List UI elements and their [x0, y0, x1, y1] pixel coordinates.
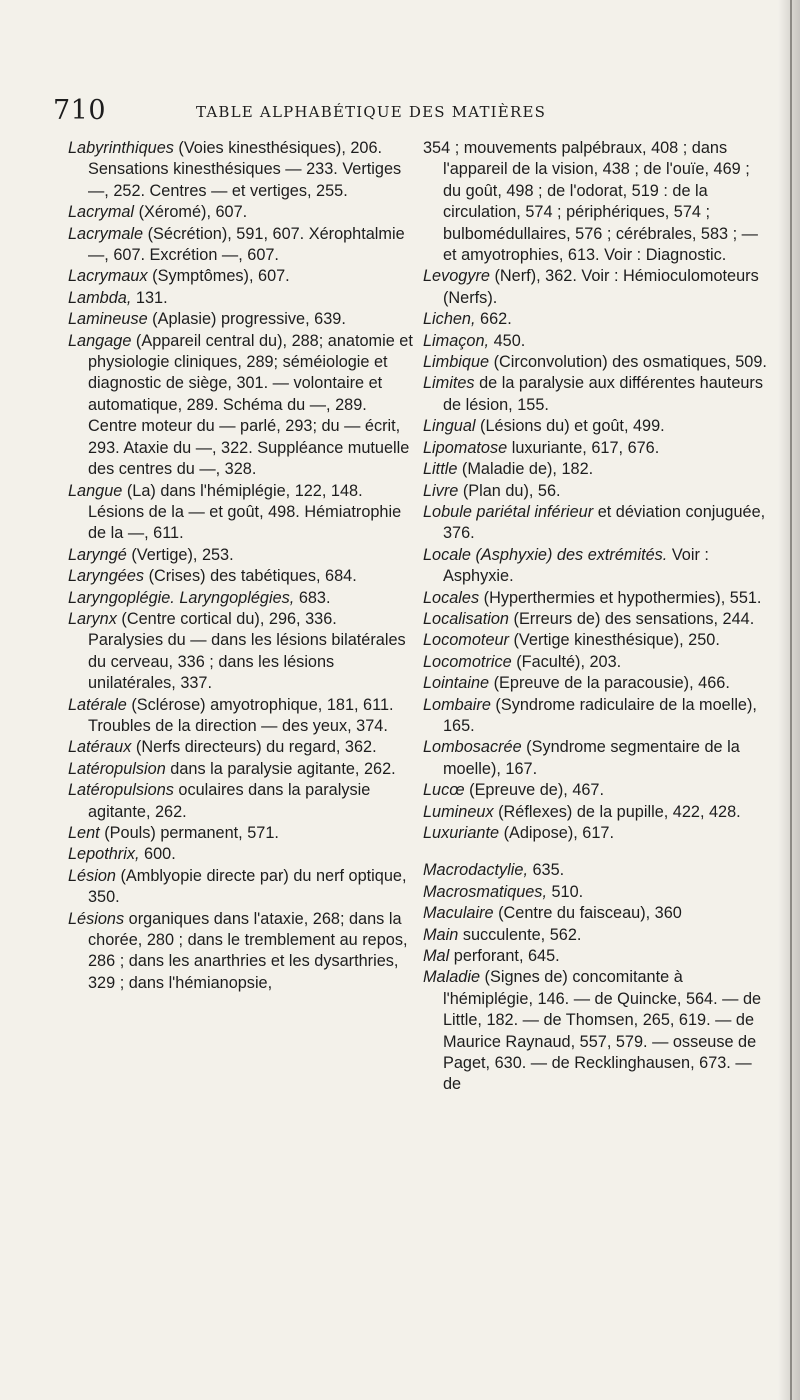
index-entry [423, 652, 768, 673]
index-term: Latérale [68, 695, 127, 714]
index-references: (Voies kinesthésiques), 206. Sensations kinesthésiques — 233. Vertiges —, 252. Centres — et vertiges, 255. [88, 139, 402, 200]
index-references: (Signes de) concomitante à l'hémiplégie, 146. — de Quincke, 564. — de Little, 182. — de Thomsen, 265, 619. — de Maurice Raynaud, 557, 579. — osseuse de Paget, 630. — de Recklinghausen, 673. — de [443, 968, 762, 1094]
index-entry [423, 780, 768, 801]
index-entry [423, 309, 768, 330]
index-term: Latéropulsion [68, 759, 166, 778]
index-entry [423, 266, 768, 309]
index-entry [423, 967, 768, 1095]
index-term: Langage [68, 331, 132, 350]
index-references: (Réflexes) de la pupille, 422, 428. [493, 802, 741, 821]
index-term: Lésion [68, 866, 116, 885]
index-entry [423, 673, 768, 694]
index-references: (Appareil central du), 288; anatomie et physiologie cliniques, 289; séméiologie et diagnostic de siège, 301. — volontaire et automatique, 289. Schéma du —, 289. Centre moteur du — parlé, 293; du — écrit, 293. Ataxie du —, 322. Suppléance mutuelle des centres du —, 328. [88, 331, 413, 479]
index-references: 354 ; mouvements palpébraux, 408 ; dans l'appareil de la vision, 438 ; de l'ouïe, 469 ; du goût, 498 ; de l'odorat, 519 : de la circulation, 574 ; périphériques, 574 ; bulbomédullaires, 576 ; cérébrales, 583 ; — et amyotrophies, 613. Voir : Diagnostic. [423, 139, 758, 265]
index-references: (Maladie de), 182. [457, 460, 594, 479]
index-entry [68, 780, 413, 823]
index-term: Laryngé [68, 545, 127, 564]
index-references: (Nerf), 362. Voir : Hémioculomoteurs (Nerfs). [443, 267, 759, 307]
index-term: Langue [68, 481, 123, 500]
index-references: (Faculté), 203. [511, 652, 622, 671]
index-term: Limaçon, [423, 331, 490, 350]
index-term: Limites [423, 374, 475, 393]
index-references: (Crises) des tabétiques, 684. [144, 567, 357, 586]
index-entry [68, 566, 413, 587]
index-entry [423, 588, 768, 609]
index-term: Larynx [68, 609, 117, 628]
index-entry [423, 925, 768, 946]
index-term: Lobule pariétal inférieur [423, 502, 594, 521]
index-term: Livre [423, 481, 459, 500]
index-entry [68, 331, 413, 481]
index-term: Levogyre [423, 267, 490, 286]
index-entry [423, 138, 768, 266]
index-entry [423, 609, 768, 630]
index-references: (Sécrétion), 591, 607. Xérophtalmie —, 607. Excrétion —, 607. [88, 224, 405, 265]
index-references: (Nerfs directeurs) du regard, 362. [131, 738, 377, 757]
index-term: Laryngées [68, 567, 145, 586]
index-entry [68, 737, 413, 758]
index-entry [68, 909, 413, 995]
index-references: (Lésions du) et goût, 499. [475, 417, 665, 436]
index-references: (La) dans l'hémiplégie, 122, 148. Lésions de la — et goût, 498. Hémiatrophie de la —, 611. [88, 481, 402, 543]
index-references: 635. [527, 861, 565, 880]
index-references: 600. [139, 845, 176, 864]
index-references: luxuriante, 617, 676. [507, 438, 660, 457]
index-term: Lacrymal [68, 203, 135, 222]
page-edge-rule [790, 0, 792, 1400]
index-references: (Symptômes), 607. [147, 267, 290, 286]
index-term: Lepothrix, [68, 845, 140, 864]
index-term: Lamineuse [68, 310, 148, 329]
index-term: Laryngoplégie. Laryngoplégies, [68, 588, 295, 607]
index-term: Lacrymale [68, 224, 144, 243]
index-references: (Circonvolution) des osmatiques, 509. [489, 353, 767, 372]
index-references: (Pouls) permanent, 571. [99, 824, 279, 842]
index-references: (Xéromé), 607. [134, 203, 248, 222]
index-term: Lent [68, 824, 100, 842]
index-entry [68, 545, 413, 566]
index-references: (Syndrome segmentaire de la moelle), 167. [443, 738, 740, 778]
index-references: (Syndrome radiculaire de la moelle), 165. [443, 695, 757, 735]
index-entry [68, 609, 413, 695]
index-references: (Epreuve de), 467. [464, 781, 605, 800]
index-references: oculaires dans la paralysie agitante, 262. [88, 781, 371, 821]
index-entry [423, 695, 768, 738]
index-term: Limbique [423, 353, 490, 372]
index-entry [423, 823, 768, 844]
index-references: 510. [546, 882, 584, 901]
index-entry [423, 903, 768, 924]
index-term: Latéraux [68, 738, 132, 757]
index-term: Locale (Asphyxie) des extrémités. [423, 545, 668, 564]
index-term: Localisation [423, 609, 509, 628]
index-entry [68, 866, 413, 909]
index-entry [68, 288, 413, 309]
index-term: Main [423, 925, 459, 944]
index-term: Labyrinthiques [68, 139, 174, 157]
index-references: dans la paralysie agitante, 262. [165, 759, 396, 778]
page-edge-shadow [778, 0, 800, 1400]
index-references: succulente, 562. [458, 925, 582, 944]
index-entry [68, 844, 413, 865]
index-references: (Epreuve de la paracousie), 466. [489, 674, 730, 693]
index-term: Macrodactylie, [423, 861, 528, 880]
index-column-left [68, 138, 413, 994]
index-references: (Centre cortical du), 296, 336. Paralysies du — dans les lésions bilatérales du cerveau, 336 ; dans les lésions unilatérales, 337. [88, 609, 406, 693]
index-entry [423, 416, 768, 437]
index-references: (Erreurs de) des sensations, 244. [509, 609, 755, 628]
index-references: 131. [131, 288, 168, 307]
page-header [0, 0, 800, 130]
index-references: (Vertige kinesthésique), 250. [508, 631, 720, 650]
index-references: (Vertige), 253. [126, 545, 234, 564]
index-term: Lombaire [423, 695, 491, 714]
index-term: Lacrymaux [68, 267, 148, 286]
index-entry [423, 882, 768, 903]
index-column-right [423, 138, 768, 1096]
index-entry [68, 823, 413, 844]
index-term: Lésions [68, 909, 125, 928]
index-references: (Amblyopie directe par) du nerf optique, 350. [88, 866, 407, 907]
index-term: Locomoteur [423, 631, 509, 650]
index-term: Maladie [423, 968, 481, 987]
index-entry [423, 737, 768, 780]
index-references: perforant, 645. [449, 947, 560, 966]
index-entry [423, 352, 768, 373]
index-entry [423, 331, 768, 352]
index-term: Lichen, [423, 310, 476, 329]
index-term: Lingual [423, 417, 476, 436]
index-references: (Hyperthermies et hypothermies), 551. [479, 588, 762, 607]
index-term: Lipomatose [423, 438, 508, 457]
index-entry [423, 860, 768, 881]
index-entry [423, 459, 768, 480]
index-entry [423, 545, 768, 588]
index-term: Macrosmatiques, [423, 882, 547, 901]
index-term: Little [423, 460, 458, 479]
index-references: (Adipose), 617. [499, 824, 614, 842]
index-term: Lombosacrée [423, 738, 522, 757]
index-term: Lointaine [423, 674, 490, 693]
index-entry [68, 266, 413, 287]
index-entry [68, 695, 413, 738]
index-references: (Sclérose) amyotrophique, 181, 611. Troubles de la direction — des yeux, 374. [88, 695, 394, 735]
index-term: Locales [423, 588, 480, 607]
index-references: 662. [475, 310, 512, 329]
index-entry [423, 802, 768, 823]
index-term: Locomotrice [423, 652, 512, 671]
index-term: Latéropulsions [68, 781, 174, 800]
index-references: 450. [489, 331, 526, 350]
index-entry [423, 946, 768, 967]
index-references: (Aplasie) progressive, 639. [147, 310, 346, 329]
index-term: Lucœ [423, 781, 465, 800]
index-entry [423, 630, 768, 651]
index-term: Luxuriante [423, 824, 500, 842]
index-references: de la paralysie aux différentes hauteurs de lésion, 155. [443, 374, 763, 414]
index-entry [68, 309, 413, 330]
index-entry [68, 481, 413, 545]
index-term: Maculaire [423, 904, 494, 923]
index-references: (Plan du), 56. [458, 481, 561, 500]
index-entry [423, 438, 768, 459]
index-term: Lambda, [68, 288, 132, 307]
running-title: TABLE ALPHABÉTIQUE DES MATIÈRES [196, 103, 547, 121]
index-references: et déviation conjuguée, 376. [443, 502, 766, 543]
index-references: 683. [294, 588, 331, 607]
index-entry [68, 759, 413, 780]
index-references: Voir : Asphyxie. [443, 545, 709, 586]
index-entry [68, 224, 413, 267]
index-entry [423, 373, 768, 416]
index-term: Mal [423, 947, 450, 966]
index-entry [423, 481, 768, 502]
index-entry [423, 502, 768, 545]
index-entry [68, 202, 413, 223]
index-term: Lumineux [423, 802, 494, 821]
page-number: 710 [53, 95, 107, 126]
index-references: (Centre du faisceau), 360 [493, 904, 682, 923]
index-references: organiques dans l'ataxie, 268; dans la chorée, 280 ; dans le tremblement au repos, 286 ; dans les anarthries et les dysarthries, 329 ; dans l'hémianopsie, [88, 909, 408, 992]
index-entry [68, 588, 413, 609]
index-entry [68, 138, 413, 202]
